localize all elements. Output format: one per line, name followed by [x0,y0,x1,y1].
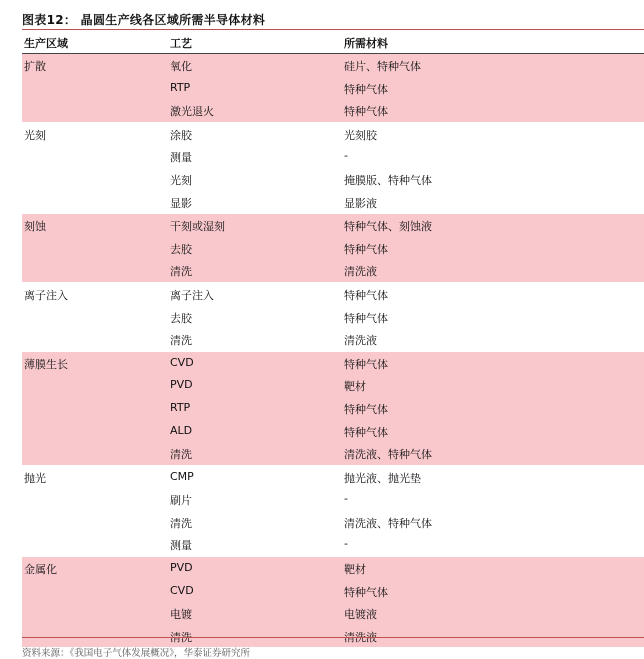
process-cell: 清洗 [170,334,192,348]
process-cell: 清洗 [170,630,192,644]
process-cell: 测量 [170,151,192,165]
material-cell: - [344,492,348,506]
table-row [22,168,644,191]
material-cell: - [344,149,348,163]
material-cell: 靶材 [344,563,366,577]
area-name: 抛光 [24,471,46,485]
process-cell: 清洗 [170,448,192,462]
header-material: 所需材料 [344,37,388,50]
process-cell: CVD [170,355,194,369]
material-cell: 特种气体 [344,585,388,599]
material-cell: 光刻胶 [344,128,377,142]
header-process: 工艺 [170,37,192,50]
table-row [22,283,644,306]
material-cell: 清洗液、特种气体 [344,516,432,530]
material-cell: 特种气体、刻蚀液 [344,220,432,234]
materials-table [22,31,644,647]
material-cell: 清洗液 [344,630,377,644]
table-header [22,31,644,54]
process-cell: 电镀 [170,608,192,622]
table-row [22,99,644,122]
material-cell: 特种气体 [344,242,388,256]
material-cell: 特种气体 [344,425,388,439]
area-name: 扩散 [24,60,46,73]
area-group [22,213,644,282]
material-cell: 靶材 [344,380,366,394]
process-cell: 氧化 [170,60,192,73]
table-row [22,237,644,260]
process-cell: ALD [170,423,193,437]
material-cell: 清洗液、特种气体 [344,448,432,462]
table-row [22,259,644,282]
table-row [22,328,644,351]
process-cell: RTP [170,80,191,94]
table-row [22,533,644,556]
material-cell: 硅片、特种气体 [344,60,421,73]
table-row [22,488,644,511]
area-name: 刻蚀 [24,220,46,234]
table-row [22,580,644,603]
area-group [22,122,644,213]
process-cell: 涂胶 [170,128,192,142]
area-name: 薄膜生长 [24,357,68,371]
process-cell: PVD [170,378,193,392]
area-group [22,556,644,647]
material-cell: - [344,537,348,551]
table-row [22,145,644,168]
process-cell: 去胶 [170,242,192,256]
area-group [22,465,644,556]
material-cell: 特种气体 [344,357,388,371]
area-group [22,351,644,465]
process-cell: 显影 [170,196,192,210]
process-cell: 离子注入 [170,288,214,302]
header-area: 生产区域 [24,37,68,50]
material-cell: 清洗液 [344,265,377,279]
table-row [22,466,644,489]
process-cell: CMP [170,469,194,483]
process-cell: 测量 [170,539,192,553]
process-cell: 激光退火 [170,105,214,119]
table-row [22,397,644,420]
material-cell: 掩膜版、特种气体 [344,173,432,187]
material-cell: 特种气体 [344,311,388,325]
process-cell: PVD [170,561,193,575]
material-cell: 特种气体 [344,82,388,96]
material-cell: 清洗液 [344,334,377,348]
process-cell: CVD [170,583,194,597]
table-row [22,420,644,443]
table-row [22,374,644,397]
material-cell: 特种气体 [344,105,388,119]
table-row [22,511,644,534]
area-group [22,282,644,351]
area-group [22,54,644,122]
process-cell: 光刻 [170,173,192,187]
process-cell: 干刻或湿刻 [170,220,225,234]
process-cell: 清洗 [170,516,192,530]
area-name: 光刻 [24,128,46,142]
table-row [22,306,644,329]
process-cell: 刷片 [170,494,192,508]
table-row [22,602,644,625]
area-name: 金属化 [24,563,57,577]
material-cell: 特种气体 [344,288,388,302]
table-row [22,191,644,214]
table-row [22,442,644,465]
table-row [22,352,644,375]
table-body [22,54,644,647]
table-row [22,557,644,580]
table-row [22,54,644,77]
table-row [22,77,644,100]
process-cell: RTP [170,400,191,414]
table-row [22,123,644,146]
material-cell: 抛光液、抛光垫 [344,471,421,485]
area-name: 离子注入 [24,288,68,302]
material-cell: 显影液 [344,196,377,210]
source-note: 资料来源：《我国电子气体发展概况》，华泰证券研究所 [22,648,251,659]
figure-title: 图表12： 晶圆生产线各区域所需半导体材料 [22,13,266,27]
process-cell: 清洗 [170,265,192,279]
table-row [22,214,644,237]
process-cell: 去胶 [170,311,192,325]
material-cell: 特种气体 [344,402,388,416]
title-rule [22,29,644,30]
bottom-rule [22,637,644,638]
material-cell: 电镀液 [344,608,377,622]
